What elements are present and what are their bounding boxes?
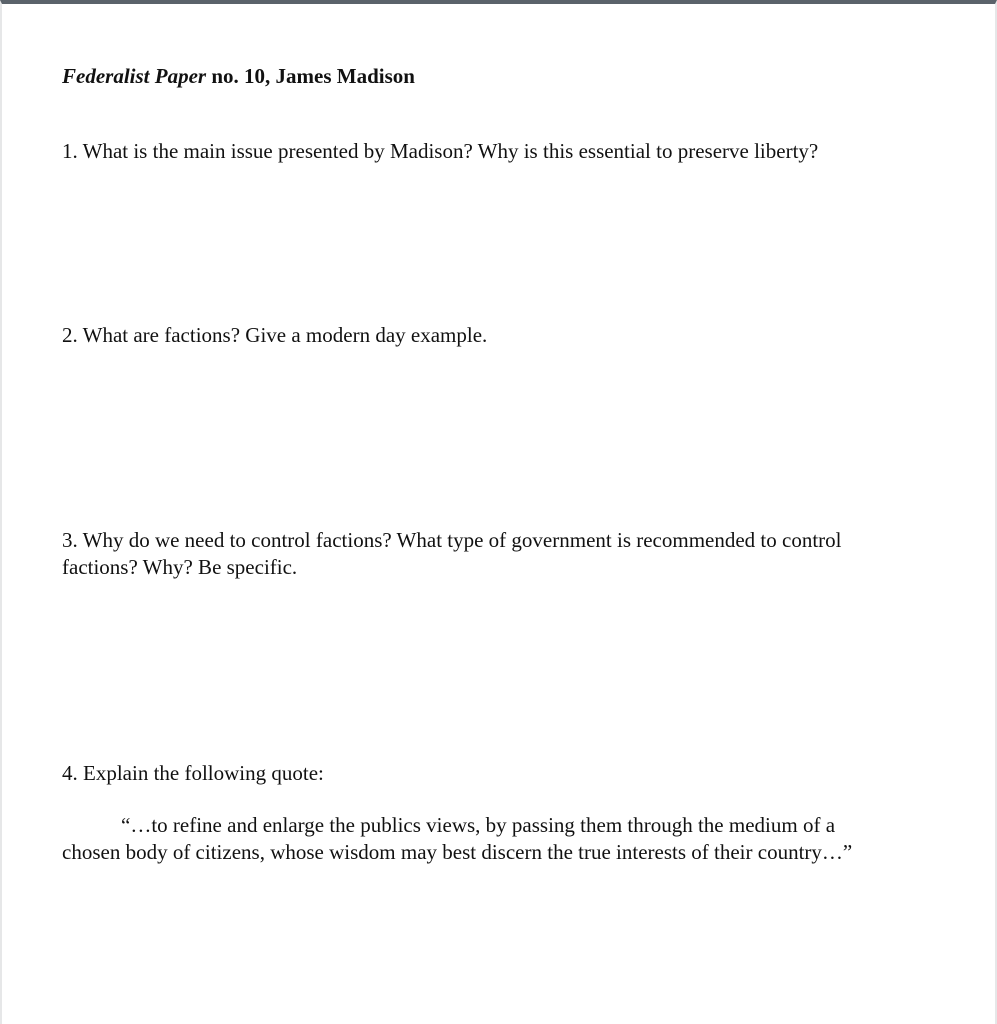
question-3-text-line-2: factions? Why? Be specific. xyxy=(62,555,298,579)
title-rest-part: no. 10, James Madison xyxy=(206,64,415,88)
document-title xyxy=(62,63,415,90)
quote-line-1: “…to refine and enlarge the publics views, by passing them through the medium of a xyxy=(121,813,836,837)
document-page xyxy=(2,4,995,1024)
question-1-text: 1. What is the main issue presented by Madison? Why is this essential to preserve liberty? xyxy=(62,139,819,163)
title-italic-part: Federalist Paper xyxy=(62,64,207,88)
question-2-text: 2. What are factions? Give a modern day example. xyxy=(62,323,488,347)
question-3-text-line-1: 3. Why do we need to control factions? What type of government is recommended to control xyxy=(62,528,842,552)
question-4-text: 4. Explain the following quote: xyxy=(62,761,324,785)
quote-line-2: chosen body of citizens, whose wisdom may best discern the true interests of their country…” xyxy=(62,840,853,864)
